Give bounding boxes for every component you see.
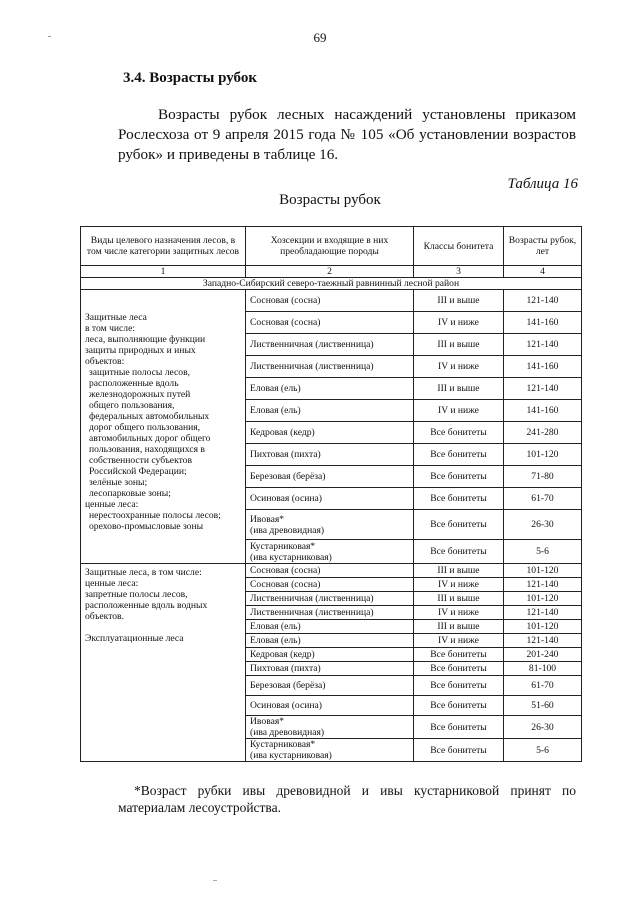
bonitet-cell: III и выше xyxy=(414,620,504,634)
category-line: в том числе: xyxy=(85,323,136,334)
section-cell xyxy=(246,564,414,578)
section-cell xyxy=(246,422,414,444)
section-name: Ивовая* xyxy=(250,716,285,727)
section-species: (ива кустарниковая) xyxy=(250,750,332,761)
section-cell xyxy=(246,312,414,334)
section-name: Лиственничная (лиственница) xyxy=(250,607,374,618)
page-number: 69 xyxy=(313,30,327,45)
section-cell xyxy=(246,648,414,662)
section-name: Лиственничная (лиственница) xyxy=(250,361,374,372)
bonitet-cell: IV и ниже xyxy=(414,312,504,334)
table-row xyxy=(81,290,582,312)
region-name: Западно-Сибирский северо-таежный равнинный лесной район xyxy=(81,278,582,290)
section-name: Березовая (берёза) xyxy=(250,680,326,691)
col-number: 1 xyxy=(81,266,246,278)
bonitet-cell: Все бонитеты xyxy=(414,662,504,676)
age-cell: 26-30 xyxy=(504,716,582,739)
bonitet-cell: IV и ниже xyxy=(414,400,504,422)
section-cell xyxy=(246,696,414,716)
section-name: Пихтовая (пихта) xyxy=(250,449,321,460)
bonitet-cell: IV и ниже xyxy=(414,578,504,592)
age-cell: 51-60 xyxy=(504,696,582,716)
section-cell xyxy=(246,716,414,739)
section-cell xyxy=(246,634,414,648)
category-line: федеральных автомобильных xyxy=(89,411,210,422)
age-cell: 71-80 xyxy=(504,466,582,488)
age-cell: 141-160 xyxy=(504,356,582,378)
age-cell: 121-140 xyxy=(504,578,582,592)
section-cell xyxy=(246,444,414,466)
bonitet-cell: Все бонитеты xyxy=(414,444,504,466)
age-cell: 101-120 xyxy=(504,564,582,578)
category-line: защиты природных и иных xyxy=(85,345,196,356)
column-number-row xyxy=(81,266,582,278)
category-line: нерестоохранные полосы лесов; xyxy=(89,510,221,521)
bonitet-cell: III и выше xyxy=(414,290,504,312)
category-cell xyxy=(81,290,246,564)
section-name: Кедровая (кедр) xyxy=(250,427,315,438)
age-cell: 81-100 xyxy=(504,662,582,676)
section-name: Кустарниковая* xyxy=(250,739,316,750)
section-cell xyxy=(246,466,414,488)
section-name: Еловая (ель) xyxy=(250,621,301,632)
table-header-row xyxy=(81,227,582,266)
category-line: собственности субъектов xyxy=(89,455,192,466)
section-cell xyxy=(246,592,414,606)
age-cell: 61-70 xyxy=(504,676,582,696)
category-line: защитные полосы лесов, xyxy=(89,367,190,378)
bonitet-cell: III и выше xyxy=(414,592,504,606)
section-cell xyxy=(246,290,414,312)
section-cell xyxy=(246,488,414,510)
age-cell: 241-280 xyxy=(504,422,582,444)
bonitet-cell: IV и ниже xyxy=(414,606,504,620)
category-line: автомобильных дорог общего xyxy=(89,433,211,444)
table-row xyxy=(81,564,582,578)
section-name: Сосновая (сосна) xyxy=(250,295,321,306)
section-cell xyxy=(246,540,414,564)
category-line: расположенные вдоль xyxy=(89,378,179,389)
category-line: Защитные леса xyxy=(85,312,147,323)
bonitet-cell: III и выше xyxy=(414,378,504,400)
section-cell xyxy=(246,510,414,540)
header-section: Хозсекции и входящие в них преобладающие породы xyxy=(246,227,414,266)
category-line: объектов: xyxy=(85,356,125,367)
category-line: Защитные леса, в том числе: xyxy=(85,567,202,578)
category-line: пользования, находящихся в xyxy=(89,444,205,455)
bonitet-cell: Все бонитеты xyxy=(414,739,504,762)
category-line: Эксплуатационные леса xyxy=(85,633,184,644)
region-row xyxy=(81,278,582,290)
section-name: Лиственничная (лиственница) xyxy=(250,593,374,604)
section-name: Осиновая (осина) xyxy=(250,700,322,711)
footnote: *Возраст рубки ивы древовидной и ивы кустарниковой принят по материалам лесоустройства. xyxy=(118,783,576,815)
age-cell: 141-160 xyxy=(504,312,582,334)
section-name: Лиственничная (лиственница) xyxy=(250,339,374,350)
header-age: Возрасты рубок, лет xyxy=(504,227,582,266)
bonitet-cell: III и выше xyxy=(414,334,504,356)
category-cell xyxy=(81,564,246,762)
category-line: объектов. xyxy=(85,611,124,622)
section-cell xyxy=(246,676,414,696)
category-line: лесопарковые зоны; xyxy=(89,488,171,499)
category-line: запретные полосы лесов, xyxy=(85,589,188,600)
category-line: ценные леса: xyxy=(85,578,139,589)
category-line: Российской Федерации; xyxy=(89,466,187,477)
section-name: Кедровая (кедр) xyxy=(250,649,315,660)
section-name: Еловая (ель) xyxy=(250,405,301,416)
age-cell: 121-140 xyxy=(504,290,582,312)
bonitet-cell: Все бонитеты xyxy=(414,676,504,696)
age-cell: 101-120 xyxy=(504,592,582,606)
section-heading: 3.4. Возрасты рубок xyxy=(123,70,258,86)
category-line: дорог общего пользования, xyxy=(89,422,201,433)
age-cell: 5-6 xyxy=(504,739,582,762)
table-title: Возрасты рубок xyxy=(279,192,381,208)
age-cell: 26-30 xyxy=(504,510,582,540)
age-cell: 121-140 xyxy=(504,634,582,648)
category-line: орехово-промысловые зоны xyxy=(89,521,204,532)
section-cell xyxy=(246,620,414,634)
bonitet-cell: Все бонитеты xyxy=(414,422,504,444)
col-number: 4 xyxy=(504,266,582,278)
section-cell xyxy=(246,606,414,620)
age-cell: 121-140 xyxy=(504,334,582,356)
bonitet-cell: Все бонитеты xyxy=(414,716,504,739)
cutting-ages-table xyxy=(80,226,582,762)
scan-mark xyxy=(213,880,217,881)
category-line: леса, выполняющие функции xyxy=(85,334,206,345)
section-species: (ива древовидная) xyxy=(250,727,325,738)
section-name: Пихтовая (пихта) xyxy=(250,663,321,674)
category-line: железнодорожных путей xyxy=(89,389,191,400)
category-line xyxy=(85,622,241,633)
section-cell xyxy=(246,356,414,378)
age-cell: 101-120 xyxy=(504,444,582,466)
category-line: ценные леса: xyxy=(85,499,139,510)
section-name: Сосновая (сосна) xyxy=(250,565,321,576)
age-cell: 201-240 xyxy=(504,648,582,662)
section-name: Березовая (берёза) xyxy=(250,471,326,482)
section-name: Ивовая* xyxy=(250,513,285,525)
category-line: расположенные вдоль водных xyxy=(85,600,208,611)
bonitet-cell: Все бонитеты xyxy=(414,488,504,510)
section-species: (ива кустарниковая) xyxy=(250,551,332,563)
section-name: Осиновая (осина) xyxy=(250,493,322,504)
age-cell: 101-120 xyxy=(504,620,582,634)
age-cell: 121-140 xyxy=(504,606,582,620)
section-name: Кустарниковая* xyxy=(250,540,316,552)
bonitet-cell: IV и ниже xyxy=(414,634,504,648)
col-number: 3 xyxy=(414,266,504,278)
section-name: Еловая (ель) xyxy=(250,635,301,646)
section-cell xyxy=(246,378,414,400)
bonitet-cell: IV и ниже xyxy=(414,356,504,378)
intro-paragraph: Возрасты рубок лесных насаждений установлены приказом Рослесхоза от 9 апреля 2015 года № 105 «Об установлении возрастов рубок» и приведены в таблице 16. xyxy=(118,106,576,163)
section-species: (ива древовидная) xyxy=(250,524,325,536)
header-purpose: Виды целевого назначения лесов, в том числе категории защитных лесов xyxy=(81,227,246,266)
section-cell xyxy=(246,662,414,676)
age-cell: 5-6 xyxy=(504,540,582,564)
section-name: Сосновая (сосна) xyxy=(250,317,321,328)
category-line: общего пользования, xyxy=(89,400,175,411)
age-cell: 61-70 xyxy=(504,488,582,510)
section-name: Сосновая (сосна) xyxy=(250,579,321,590)
age-cell: 141-160 xyxy=(504,400,582,422)
section-cell xyxy=(246,400,414,422)
section-cell xyxy=(246,739,414,762)
bonitet-cell: Все бонитеты xyxy=(414,648,504,662)
bonitet-cell: III и выше xyxy=(414,564,504,578)
bonitet-cell: Все бонитеты xyxy=(414,696,504,716)
bonitet-cell: Все бонитеты xyxy=(414,466,504,488)
age-cell: 121-140 xyxy=(504,378,582,400)
header-bonitet: Классы бонитета xyxy=(414,227,504,266)
col-number: 2 xyxy=(246,266,414,278)
table-caption: Таблица 16 xyxy=(507,176,578,192)
section-cell xyxy=(246,578,414,592)
bonitet-cell: Все бонитеты xyxy=(414,540,504,564)
section-name: Еловая (ель) xyxy=(250,383,301,394)
section-cell xyxy=(246,334,414,356)
bonitet-cell: Все бонитеты xyxy=(414,510,504,540)
category-line: зелёные зоны; xyxy=(89,477,148,488)
